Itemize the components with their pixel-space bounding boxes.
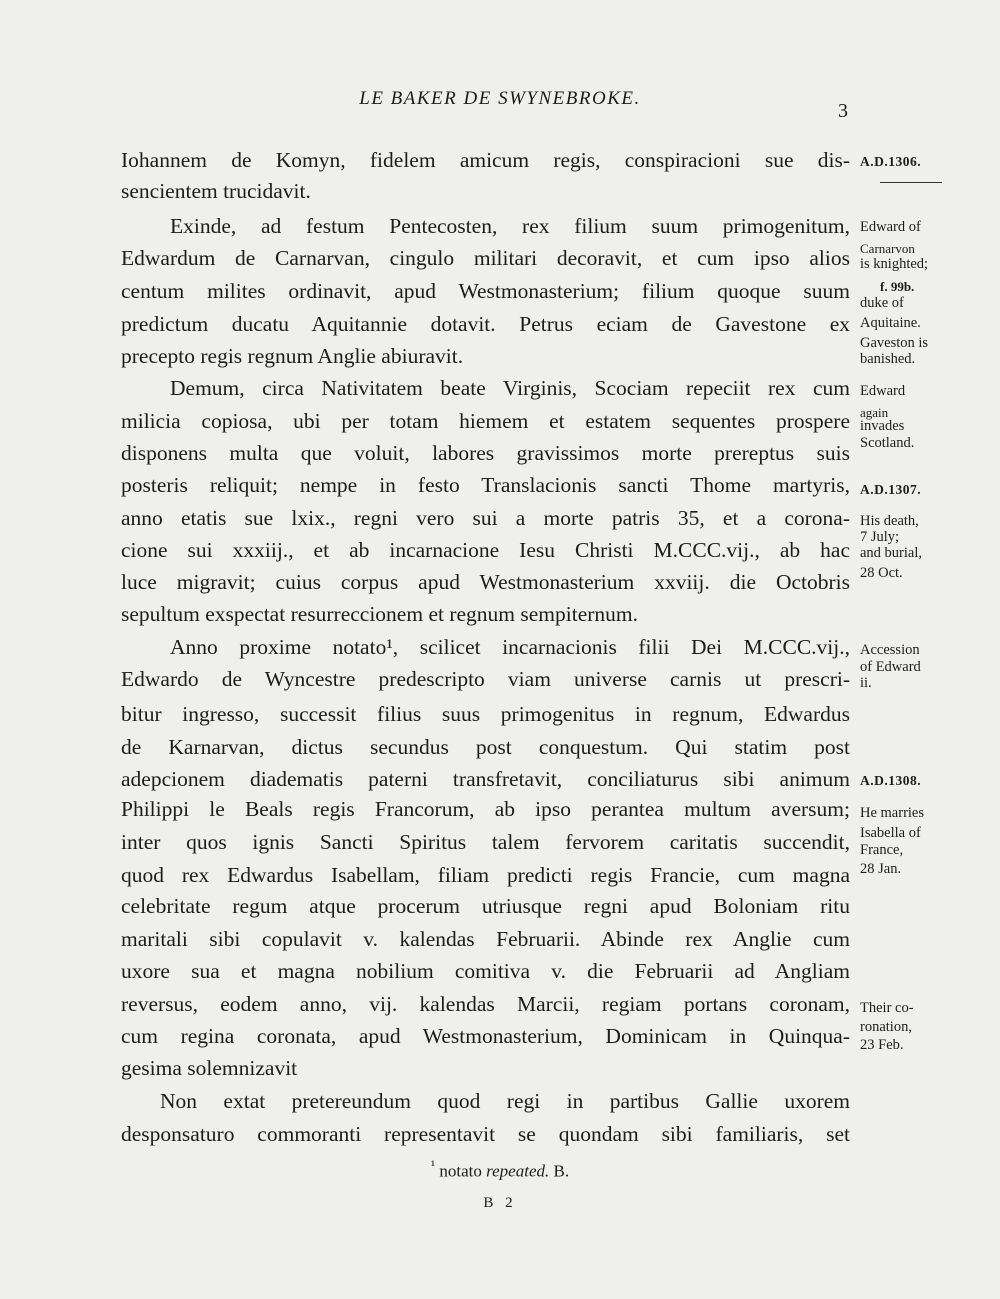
margin-note: His death, <box>860 513 919 529</box>
running-head: LE BAKER DE SWYNEBROKE. <box>359 88 641 109</box>
margin-note: Edward <box>860 383 906 399</box>
margin-note: is knighted; <box>860 256 929 272</box>
body-line: Iohannem de Komyn, fidelem amicum regis, conspiracioni sue dis- <box>121 148 850 172</box>
body-line: Edwardo de Wyncestre predescripto viam universe carnis ut prescri- <box>121 667 850 691</box>
margin-note: Aquitaine. <box>860 315 921 331</box>
page-number: 3 <box>838 100 848 122</box>
body-line: sencientem trucidavit. <box>121 179 311 203</box>
margin-note: f. 99b. <box>880 279 915 294</box>
margin-note: 7 July; <box>860 529 900 545</box>
margin-note-year: A.D.1307. <box>860 482 922 497</box>
body-line: milicia copiosa, ubi per totam hiemem et estatem sequentes prospere <box>121 409 850 433</box>
margin-note: and burial, <box>860 545 923 561</box>
body-line: luce migravit; cuius corpus apud Westmonasterium xxviij. die Octobris <box>121 570 850 594</box>
body-line: celebritate regum atque procerum utriusque regni apud Boloniam ritu <box>121 894 850 918</box>
body-line: de Karnarvan, dictus secundus post conquestum. Qui statim post <box>121 735 850 759</box>
margin-note-year: A.D.1308. <box>860 773 922 788</box>
body-line: Edwardum de Carnarvan, cingulo militari decoravit, et cum ipso alios <box>121 246 850 270</box>
body-line: desponsaturo commoranti representavit se quondam sibi familiaris, set <box>121 1122 850 1146</box>
margin-note: 28 Oct. <box>860 565 903 581</box>
body-line: anno etatis sue lxix., regni vero sui a morte patris 35, et a corona- <box>121 506 850 530</box>
margin-note: of Edward <box>860 659 921 675</box>
margin-note-year: A.D.1306. <box>860 154 922 169</box>
margin-note: Accession <box>860 642 920 658</box>
margin-note: 23 Feb. <box>860 1037 904 1053</box>
footnote-marker: ¹ <box>430 1158 436 1174</box>
body-line: Demum, circa Nativitatem beate Virginis, Scociam repeciit rex cum <box>170 376 850 400</box>
body-line: adepcionem diadematis paterni transfretavit, conciliaturus sibi animum <box>121 767 850 791</box>
body-line: Exinde, ad festum Pentecosten, rex filium suum primogenitum, <box>170 214 850 238</box>
body-line: disponens multa que voluit, labores gravissimos morte prereptus suis <box>121 441 850 465</box>
footnote-note: repeated. <box>486 1161 550 1181</box>
body-line: uxore sua et magna nobilium comitiva v. die Februarii ad Angliam <box>121 959 850 983</box>
margin-note: ronation, <box>860 1019 912 1035</box>
margin-note: ii. <box>860 675 872 691</box>
body-line: cione sui xxxiij., et ab incarnacione Iesu Christi M.CCC.vij., ab hac <box>121 538 850 562</box>
body-line: cum regina coronata, apud Westmonasterium, Dominicam in Quinqua- <box>121 1024 850 1048</box>
margin-note: Isabella of <box>860 825 921 841</box>
margin-note: Their co- <box>860 1000 914 1016</box>
margin-note: banished. <box>860 351 916 367</box>
footnote-source: B. <box>553 1161 570 1181</box>
margin-note: duke of <box>860 295 904 311</box>
body-line: posteris reliquit; nempe in festo Translacionis sancti Thome martyris, <box>121 473 850 497</box>
margin-note: Gaveston is <box>860 335 929 351</box>
body-line: gesima solemnizavit <box>121 1056 298 1080</box>
body-line: inter quos ignis Sancti Spiritus talem fervorem caritatis succendit, <box>121 830 850 854</box>
margin-note: Edward of <box>860 219 921 235</box>
margin-note: Carnarvon <box>860 241 915 256</box>
body-line: Philippi le Beals regis Francorum, ab ipso perantea multum aversum; <box>121 797 850 821</box>
body-line: Non extat pretereundum quod regi in partibus Gallie uxorem <box>160 1089 850 1113</box>
body-line: predictum ducatu Aquitannie dotavit. Petrus eciam de Gavestone ex <box>121 312 850 336</box>
body-line: bitur ingresso, successit filius suus primogenitus in regnum, Edwardus <box>121 702 850 726</box>
margin-note: France, <box>860 842 904 858</box>
signature-mark: B 2 <box>483 1195 517 1211</box>
margin-note: again <box>860 405 889 420</box>
body-line: reversus, eodem anno, vij. kalendas Marcii, regiam portans coronam, <box>121 992 850 1016</box>
body-line: centum milites ordinavit, apud Westmonasterium; filium quoque suum <box>121 279 850 303</box>
body-line: precepto regis regnum Anglie abiuravit. <box>121 344 464 368</box>
body-line: sepultum exspectat resurreccionem et regnum sempiternum. <box>121 602 639 626</box>
body-line: quod rex Edwardus Isabellam, filiam predicti regis Francie, cum magna <box>121 863 850 887</box>
body-line: maritali sibi copulavit v. kalendas Februarii. Abinde rex Anglie cum <box>121 927 850 951</box>
footnote <box>0 1158 1000 1182</box>
body-line: Anno proxime notato¹, scilicet incarnacionis filii Dei M.CCC.vij., <box>170 635 850 659</box>
footnote-word: notato <box>439 1161 482 1181</box>
margin-note: 28 Jan. <box>860 861 902 877</box>
year-rule <box>880 182 942 183</box>
margin-note: Scotland. <box>860 435 915 451</box>
margin-note: He marries <box>860 805 925 821</box>
margin-note: invades <box>860 418 905 434</box>
